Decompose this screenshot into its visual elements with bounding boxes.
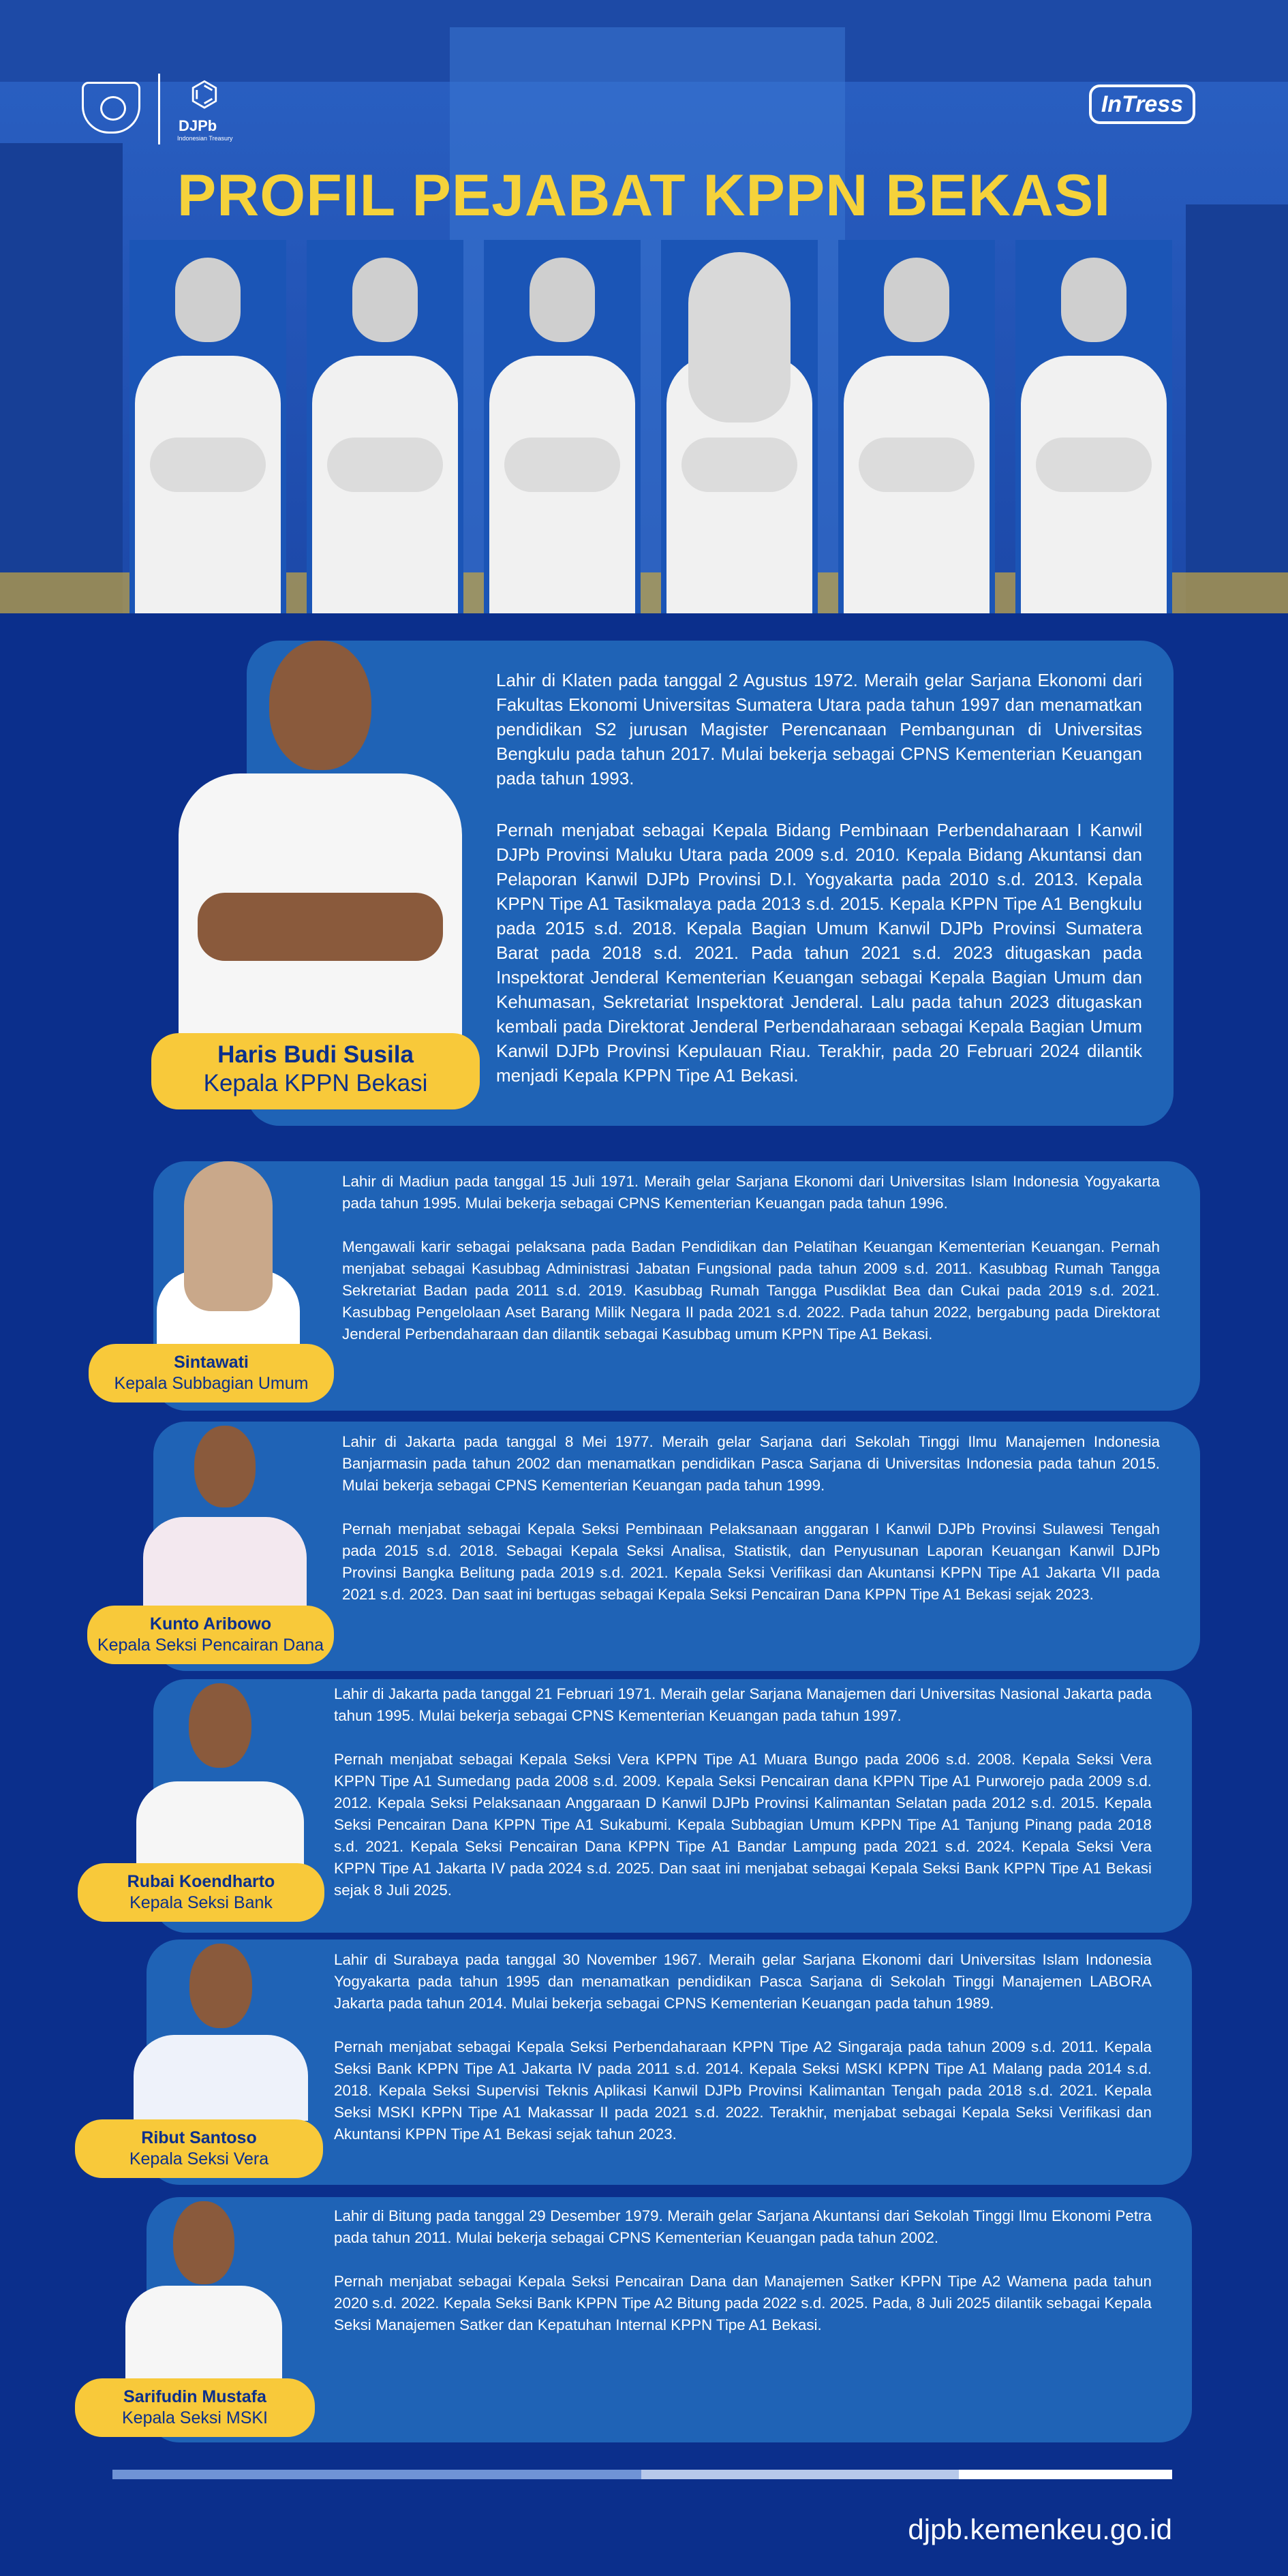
bio-paragraph: Lahir di Surabaya pada tanggal 30 November 1967. Meraih gelar Sarjana Ekonomi dari Universitas Islam Indonesia Yogyakarta pada tahun 1995 dan menamatkan pendidikan Pasca Sarjana di Sekolah Tinggi Manajemen LABORA Jakarta pada tahun 2014. Mulai bekerja sebagai CPNS Kementerian Keuangan pada tahun 1989.	[334, 1951, 1152, 2012]
djpb-logo-text: DJPb	[179, 117, 217, 134]
bio-paragraph: Mengawali karir sebagai pelaksana pada Badan Pendidikan dan Pelatihan Keuangan Kementerian Keuangan. Pernah menjabat sebagai Kasubbag Administrasi Jabatan Fungsional pada tahun 2009 s.d. 2011. Kasubbag Rumah Tangga Sekretariat Badan pada 2011 s.d. 2019. Kasubbag Rumah Tangga Pusdiklat Bea dan Cukai pada 2019 s.d. 2021. Kasubbag Pengelolaan Aset Barang Milik Negara II pada 2021 s.d. 2022. Pada tahun 2022, bergabung pada Direktorat Jenderal Perbendaharaan dan dilantik sebagai Kasubbag umum KPPN Tipe A1 Bekasi.	[342, 1238, 1160, 1343]
logo-divider	[158, 74, 160, 144]
page-title: PROFIL PEJABAT KPPN BEKASI	[177, 163, 1111, 228]
official-name: Haris Budi Susila	[217, 1041, 414, 1068]
building-background	[1186, 204, 1288, 613]
official-role: Kepala Seksi Vera	[129, 2149, 269, 2168]
djpb-logo-subtext: Indonesian Treasury	[177, 135, 233, 142]
bio-paragraph: Lahir di Klaten pada tanggal 2 Agustus 1972. Meraih gelar Sarjana Ekonomi dari Fakultas Ekonomi Universitas Sumatera Utara pada tahun 1997 dan menamatkan pendidikan S2 jurusan Magister Perencanaan Pembangunan di Universitas Bengkulu pada tahun 2017. Mulai bekerja sebagai CPNS Kementerian Keuangan pada tahun 1993.	[496, 670, 1142, 788]
official-name: Rubai Koendharto	[127, 1872, 275, 1891]
group-photo-kunto	[307, 240, 463, 613]
bio-sintawati	[342, 1171, 1160, 1345]
intress-logo: InTress	[1089, 85, 1195, 124]
official-name: Kunto Aribowo	[149, 1614, 272, 1634]
footer-progress-bar	[959, 2470, 1172, 2479]
group-photo-rubai	[129, 240, 286, 613]
nameplate-ribut	[75, 2119, 323, 2178]
bio-paragraph: Pernah menjabat sebagai Kepala Seksi Perbendaharaan KPPN Tipe A2 Singaraja pada tahun 2009 s.d. 2011. Kepala Seksi Bank KPPN Tipe A1 Jakarta IV pada 2011 s.d. 2014. Kepala Seksi MSKI KPPN Tipe A1 Malang pada 2014 s.d. 2018. Kepala Seksi Supervisi Teknis Aplikasi Kanwil DJPb Provinsi Kalimantan Tengah pada 2018 s.d. 2021. Kepala Seksi MSKI KPPN Tipe A1 Makassar II pada 2021 s.d. 2022. Terakhir, menjabat sebagai Kepala Seksi Verifikasi dan Akuntansi KPPN Tipe A1 Bekasi sejak tahun 2023.	[334, 2038, 1152, 2143]
bio-paragraph: Lahir di Jakarta pada tanggal 21 Februari 1971. Meraih gelar Sarjana Manajemen dari Universitas Nasional Jakarta pada tahun 1995. Mulai bekerja sebagai CPNS Kementerian Keuangan pada tahun 1997.	[334, 1685, 1152, 1724]
nameplate-sintawati	[89, 1344, 334, 1402]
photo-sarifudin-mustafa	[125, 2197, 282, 2381]
bio-kunto	[342, 1431, 1160, 1606]
group-photo-ribut	[1015, 240, 1172, 613]
djpb-logo-icon: ⌬	[189, 74, 219, 114]
official-role: Kepala Seksi Pencairan Dana	[97, 1636, 324, 1655]
bio-paragraph: Pernah menjabat sebagai Kepala Seksi Vera KPPN Tipe A1 Muara Bungo pada 2006 s.d. 2008. Kepala Seksi Vera KPPN Tipe A1 Sumedang pada 2008 s.d. 2009. Kepala Seksi Pencairan dana KPPN Tipe A1 Purworejo pada 2009 s.d. 2012. Kepala Seksi Pelaksanaan Anggaraan D Kanwil DJPb Provinsi Kalimantan Selatan pada 2012 s.d. 2015. Kepala Seksi Pencairan Dana KPPN Tipe A1 Sukabumi. Kepala Subbagian Umum KPPN Tipe A1 Tanjung Pinang pada 2018 s.d. 2021. Kepala Seksi Pencairan Dana KPPN Tipe A1 Bandar Lampung pada 2021 s.d. 2024. Kepala Seksi Vera KPPN Tipe A1 Jakarta IV pada 2024 s.d. 2025. Dan saat ini menjabat sebagai Kepala Seksi Bank KPPN Tipe A1 Bekasi sejak 8 Juli 2025.	[334, 1751, 1152, 1899]
footer-progress-bar	[641, 2470, 959, 2479]
nameplate-haris	[151, 1033, 480, 1109]
group-photo-sarifudin	[838, 240, 995, 613]
photo-ribut-santoso	[134, 1939, 308, 2121]
bio-ribut	[334, 1949, 1152, 2145]
kemenkeu-emblem-icon	[82, 82, 140, 134]
bio-haris	[496, 668, 1142, 1088]
nameplate-kunto	[87, 1606, 334, 1664]
bio-paragraph: Lahir di Madiun pada tanggal 15 Juli 1971. Meraih gelar Sarjana Ekonomi dari Universitas Islam Indonesia Yogyakarta pada tahun 1995. Mulai bekerja sebagai CPNS Kementerian Keuangan pada tahun 1996.	[342, 1173, 1160, 1212]
hero-banner	[0, 0, 1288, 613]
official-name: Ribut Santoso	[141, 2128, 257, 2147]
official-role: Kepala KPPN Bekasi	[203, 1070, 428, 1097]
official-role: Kepala Seksi Bank	[129, 1893, 273, 1912]
bio-sarifudin	[334, 2205, 1152, 2336]
bio-paragraph: Lahir di Bitung pada tanggal 29 Desember 1979. Meraih gelar Sarjana Akuntansi dari Sekolah Tinggi Ilmu Ekonomi Petra pada tahun 2011. Mulai bekerja sebagai CPNS Kementerian Keuangan pada tahun 2002.	[334, 2207, 1152, 2246]
official-name: Sarifudin Mustafa	[123, 2387, 266, 2406]
bio-paragraph: Lahir di Jakarta pada tanggal 8 Mei 1977. Meraih gelar Sarjana dari Sekolah Tinggi Ilmu Manajemen Indonesia Banjarmasin pada tahun 2002 dan menamatkan pendidikan Pasca Sarjana di Universitas Indonesia pada tahun 2015. Mulai bekerja sebagai CPNS Kementerian Keuangan pada tahun 1999.	[342, 1433, 1160, 1494]
photo-kunto-aribowo	[143, 1422, 307, 1606]
footer-progress-bar	[112, 2470, 641, 2479]
photo-rubai-koendharto	[136, 1679, 304, 1870]
group-photo-sintawati	[661, 240, 818, 613]
photo-sintawati	[157, 1161, 300, 1345]
group-photo-haris	[484, 240, 641, 613]
bio-paragraph: Pernah menjabat sebagai Kepala Bidang Pembinaan Perbendaharaan I Kanwil DJPb Provinsi Maluku Utara pada 2009 s.d. 2010. Kepala Bidang Akuntansi dan Pelaporan Kanwil DJPb Provinsi D.I. Yogyakarta pada 2010 s.d. 2013. Kepala KPPN Tipe A1 Tasikmalaya pada 2013 s.d. 2015. Kepala KPPN Tipe A1 Bengkulu pada 2015 s.d. 2018. Kepala Bagian Umum Kanwil DJPb Provinsi Sumatera Barat pada 2018 s.d. 2021. Pada tahun 2021 s.d. 2023 ditugaskan pada Inspektorat Jenderal Kementerian Keuangan sebagai Kepala Bagian Umum dan Kehumasan, Sekretariat Inspektorat Jenderal. Lalu pada tahun 2023 ditugaskan kembali pada Direktorat Jenderal Perbendaharaan sebagai Kepala Bagian Umum Kanwil DJPb Provinsi Kepulauan Riau. Terakhir, pada 20 Februari 2024 dilantik menjadi Kepala KPPN Tipe A1 Bekasi.	[496, 820, 1142, 1086]
bio-rubai	[334, 1683, 1152, 1901]
official-role: Kepala Subbagian Umum	[114, 1374, 309, 1393]
bio-paragraph: Pernah menjabat sebagai Kepala Seksi Pencairan Dana dan Manajemen Satker KPPN Tipe A2 Wamena pada tahun 2020 s.d. 2022. Kepala Seksi Bank KPPN Tipe A2 Bitung pada 2022 s.d. 2025. Pada, 8 Juli 2025 dilantik sebagai Kepala Seksi Manajemen Satker dan Kepatuhan Internal KPPN Tipe A1 Bekasi.	[334, 2273, 1152, 2333]
bio-paragraph: Pernah menjabat sebagai Kepala Seksi Pembinaan Pelaksanaan anggaran I Kanwil DJPb Provinsi Sulawesi Tengah pada 2015 s.d. 2018. Sebagai Kepala Seksi Analisa, Statistik, dan Penyusunan Laporan Keuangan Kanwil DJPb Provinsi Bangka Belitung pada 2019 s.d. 2021. Kepala Seksi Verifikasi dan Akuntansi KPPN Tipe A1 Jakarta VII pada 2021 s.d. 2023. Dan saat ini bertugas sebagai Kepala Seksi Pencairan Dana KPPN Tipe A1 Bekasi sejak 2023.	[342, 1520, 1160, 1603]
photo-haris-budi-susila	[170, 641, 470, 1039]
nameplate-rubai	[78, 1863, 324, 1922]
website-link[interactable]: djpb.kemenkeu.go.id	[908, 2513, 1172, 2545]
official-role: Kepala Seksi MSKI	[122, 2408, 268, 2427]
official-name: Sintawati	[174, 1353, 249, 1372]
nameplate-sarifudin	[75, 2378, 315, 2437]
